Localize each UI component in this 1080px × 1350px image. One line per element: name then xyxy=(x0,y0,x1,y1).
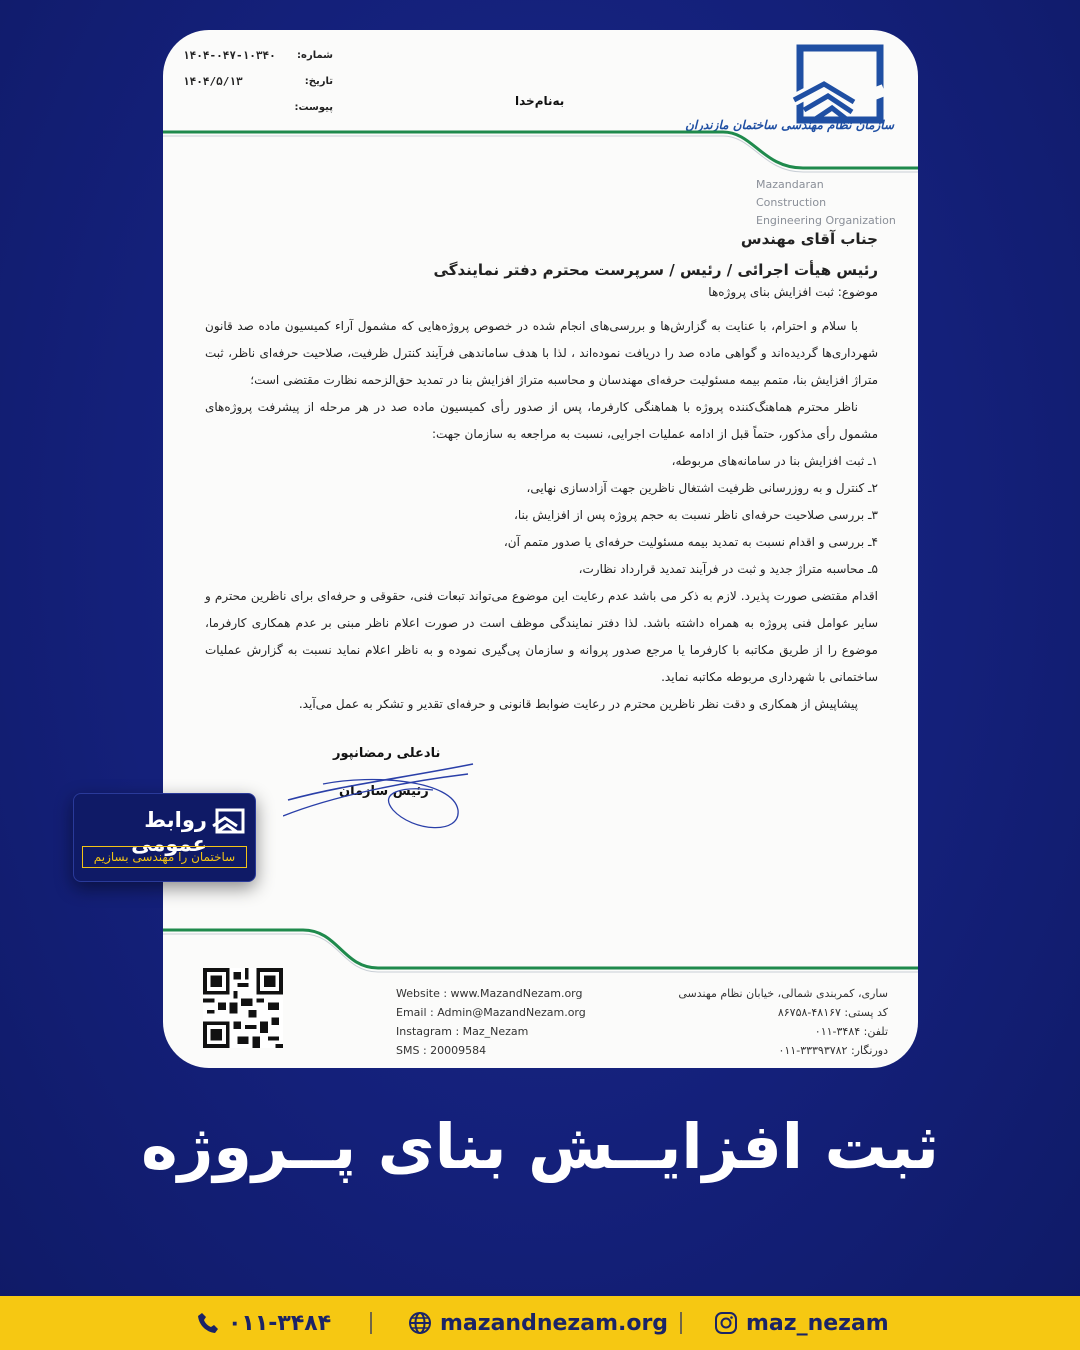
organization-name-fa: سازمان نظام مهندسی ساختمان مازندران xyxy=(685,118,894,132)
paragraph-4: پیشاپیش از همکاری و دقت نظر ناظرین محترم در رعایت ضوابط قانونی و حرفه‌ای تقدیر و تشکر به عمل می‌آید. xyxy=(298,697,858,711)
number-value: ۱۴۰۴-۰۴۷-۱۰۳۴۰ xyxy=(183,48,276,62)
paragraph-1: با سلام و احترام، با عنایت به گزارش‌ها و بررسی‌های انجام شده در خصوص پروژه‌هایی که مشمول آراء کمیسیون ماده صد قانون شهرداری‌ها گردیده‌اند و گواهی ماده صد را دریافت نموده‌اند ، لذا با هدف ساماندهی فرآیند کنترل ظرفیت، صلاحیت حرفه‌ای ناظر، ثبت متراژ افزایش بنا، متمم بیمه مسئولیت حرفه‌ای مهندسان و محاسبه متراژ افزایش بنا در تمدید حق‌الزحمه نظارت مقتضی است؛ xyxy=(205,319,878,387)
date-label: تاریخ: xyxy=(304,75,333,87)
bar-separator xyxy=(370,1312,372,1334)
signer-name: نادعلی رمضانپور xyxy=(333,746,441,761)
phone-text: تلفن: ۳۴۸۴-۰۱۱ xyxy=(814,1025,888,1038)
contact-fa xyxy=(678,984,888,1060)
signature-icon xyxy=(283,740,483,840)
bar-website[interactable]: mazandnezam.org xyxy=(408,1296,668,1350)
sms-text: SMS : 20009584 xyxy=(396,1044,487,1057)
attachment-label: پیوست: xyxy=(294,101,333,113)
besmellah-heading: به‌نام‌خدا xyxy=(515,94,565,108)
addressee-line-2: رئیس هیأت اجرائی / رئیس / سرپرست محترم دفتر نمایندگی xyxy=(433,261,878,279)
badge-subtitle: ساختمان را مهندسی بسازیم xyxy=(82,846,247,868)
globe-icon xyxy=(408,1311,432,1335)
fax-text: دورنگار: ۳۳۳۹۳۷۸۲-۰۱۱ xyxy=(778,1044,888,1057)
bar-separator xyxy=(680,1312,682,1334)
contact-en xyxy=(396,984,586,1060)
phone-icon xyxy=(196,1311,220,1335)
bar-instagram[interactable]: maz_nezam xyxy=(714,1296,889,1350)
postal-text: کد پستی: ۴۸۱۶۷-۸۶۷۵۸ xyxy=(777,1006,888,1019)
organization-name-en: Mazandaran Construction Engineering Organization xyxy=(756,178,896,227)
qr-code-icon xyxy=(203,968,283,1048)
list-item: ۳ـ بررسی صلاحیت حرفه‌ای ناظر نسبت به حجم پروژه پس از افزایش بنا، xyxy=(514,508,878,522)
list-item: ۵ـ محاسبه متراژ جدید و ثبت در فرآیند تمدید قرارداد نظارت، xyxy=(578,562,878,576)
website-text: Website : www.MazandNezam.org xyxy=(396,987,583,1000)
date-value: ۱۴۰۴/۵/۱۳ xyxy=(183,74,243,88)
paragraph-2: ناظر محترم هماهنگ‌کننده پروژه با هماهنگی کارفرما، پس از صدور رأی کمیسیون ماده صد در هر مرحله از پیشرفت پروژه‌های مشمول رأی مذکور، حتماً قبل از ادامه عملیات اجرایی، نسبت به مراجعه به سازمان جهت: xyxy=(205,400,878,441)
reference-block xyxy=(183,42,333,120)
addressee-line-1: جناب آقای مهندس xyxy=(740,230,878,248)
signer-title: رئیس سازمان xyxy=(339,784,429,799)
list-item: ۴ـ بررسی و اقدام نسبت به تمدید بیمه مسئولیت حرفه‌ای یا صدور متمم آن، xyxy=(503,535,878,549)
list-item: ۱ـ ثبت افزایش بنا در سامانه‌های مربوطه، xyxy=(671,454,878,468)
paragraph-3: اقدام مقتضی صورت پذیرد. لازم به ذکر می باشد عدم رعایت این موضوع می‌تواند تبعات فنی، حقوقی و حرفه‌ای برای ناظرین محترم و سایر عوامل فنی پروژه به همراه داشته باشد. لذا دفتر نمایندگی موظف است در صورت اعلام ناظر مبنی بر عدم همکاری کارفرما، موضوع را از طریق مکاتبه با کارفرما یا مرجع صدور پروانه و سازمان پی‌گیری نموده و به ناظر اعلام نماید نسبت به گزارش عملیات ساختمانی با شهرداری مربوطه مکاتبه نماید. xyxy=(205,589,878,684)
bottom-contact-bar xyxy=(0,1296,1080,1350)
public-relations-badge xyxy=(73,793,256,882)
letter-body xyxy=(205,230,878,718)
instagram-text: Instagram : Maz_Nezam xyxy=(396,1025,529,1038)
number-label: شماره: xyxy=(297,49,333,61)
badge-title: روابط عمومی xyxy=(131,808,207,856)
instagram-icon xyxy=(714,1311,738,1335)
building-logo-icon xyxy=(211,808,245,838)
email-text: Email : Admin@MazandNezam.org xyxy=(396,1006,586,1019)
letter-paper xyxy=(163,30,918,1068)
header-divider xyxy=(163,120,918,180)
letter-subject: موضوع: ثبت افزایش بنای پروژه‌ها xyxy=(708,285,878,299)
page-headline: ثبت افزایــش بنای پــروژه xyxy=(141,1110,939,1183)
address-text: ساری، کمربندی شمالی، خیابان نظام مهندسی xyxy=(678,987,888,1000)
list-item: ۲ـ کنترل و به روزرسانی ظرفیت اشتغال ناظرین جهت آزادسازی نهایی، xyxy=(526,481,878,495)
bar-phone[interactable]: ۰۱۱-۳۴۸۴ xyxy=(196,1296,331,1350)
